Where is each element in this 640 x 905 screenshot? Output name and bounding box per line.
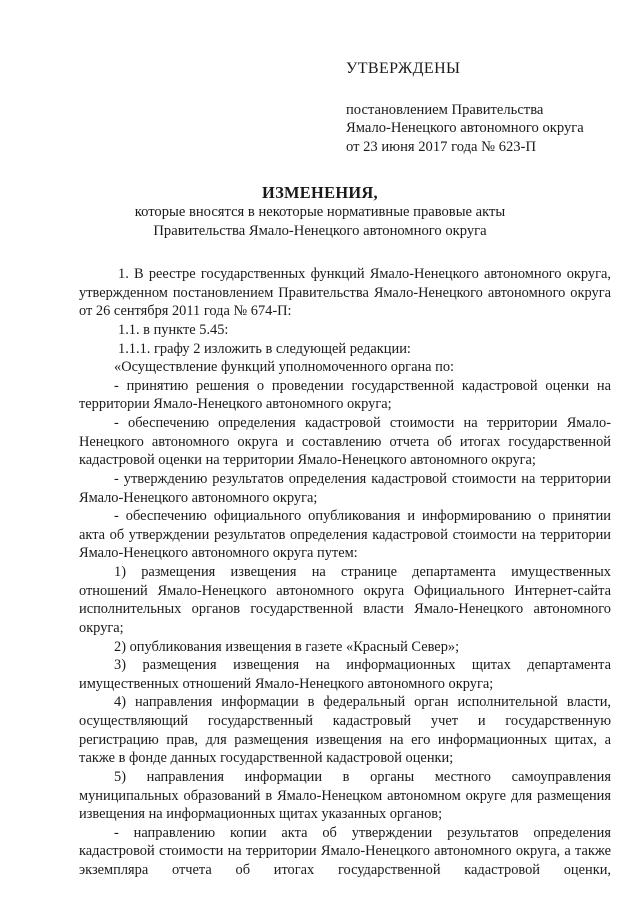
- document-subtitle-line: Правительства Ямало-Ненецкого автономного округа: [153, 222, 487, 239]
- approval-details: [346, 101, 584, 156]
- body-paragraph: 4) направления информации в федеральный орган исполнительной власти, осуществляющий государственный кадастровый учет и государственную регистрацию прав, для размещения извещения на его информационных щитах, а также в фонде данных государственной кадастровой оценки;: [79, 694, 611, 767]
- body-paragraph: 1. В реестре государственных функций Ямало-Ненецкого автономного округа, утвержденном постановлением Правительства Ямало-Ненецкого автономного округа от 26 сентября 2011 года № 674-П:: [79, 266, 611, 320]
- body-paragraph: 1) размещения извещения на странице департамента имущественных отношений Ямало-Ненецкого автономного округа Официального Интернет-сайта исполнительных органов государственной власти Ямало-Ненецкого автономного округа;: [79, 564, 611, 636]
- body-paragraph: 2) опубликования извещения в газете «Красный Север»;: [114, 638, 460, 655]
- approval-label: УТВЕРЖДЕНЫ: [346, 60, 461, 77]
- body-paragraph: - направлению копии акта об утверждении результатов определения кадастровой стоимости на территории Ямало-Ненецкого автономного округа, а также экземпляра отчета об итогах государственной кадастровой оценки,: [79, 824, 611, 878]
- document-subtitle-line: которые вносятся в некоторые нормативные правовые акты: [134, 204, 506, 220]
- body-paragraph: 1.1.1. графу 2 изложить в следующей редакции:: [118, 340, 411, 357]
- approval-line: от 23 июня 2017 года № 623-П: [346, 138, 537, 155]
- document-heading: [0, 183, 640, 240]
- body-paragraph: 3) размещения извещения на информационных щитах департамента имущественных отношений Ямало-Ненецкого автономного округа;: [79, 657, 611, 692]
- body-paragraph: «Осуществление функций уполномоченного органа по:: [114, 359, 455, 376]
- approval-line: Ямало-Ненецкого автономного округа: [346, 120, 584, 137]
- body-paragraph: 1.1. в пункте 5.45:: [118, 321, 229, 338]
- document-title: ИЗМЕНЕНИЯ,: [262, 183, 378, 202]
- body-paragraph: - принятию решения о проведении государственной кадастровой оценки на территории Ямало-Ненецкого автономного округа;: [79, 377, 611, 413]
- approval-line: постановлением Правительства: [346, 102, 544, 118]
- body-paragraph: - утверждению результатов определения кадастровой стоимости на территории Ямало-Ненецкого автономного округа;: [79, 470, 611, 506]
- body-paragraph: - обеспечению официального опубликования и информированию о принятии акта об утверждении результатов определения кадастровой стоимости на территории Ямало-Ненецкого автономного округа путем:: [79, 508, 611, 562]
- body-paragraph: - обеспечению определения кадастровой стоимости на территории Ямало-Ненецкого автономного округа и составлению отчета об итогах государственной кадастровой оценки на территории Ямало-Ненецкого автономного округа;: [79, 415, 611, 469]
- document-body: [79, 265, 611, 880]
- body-paragraph: 5) направления информации в органы местного самоуправления муниципальных образований в Ямало-Ненецком автономном округе для размещения извещения на информационных щитах указанных органов;: [79, 768, 611, 823]
